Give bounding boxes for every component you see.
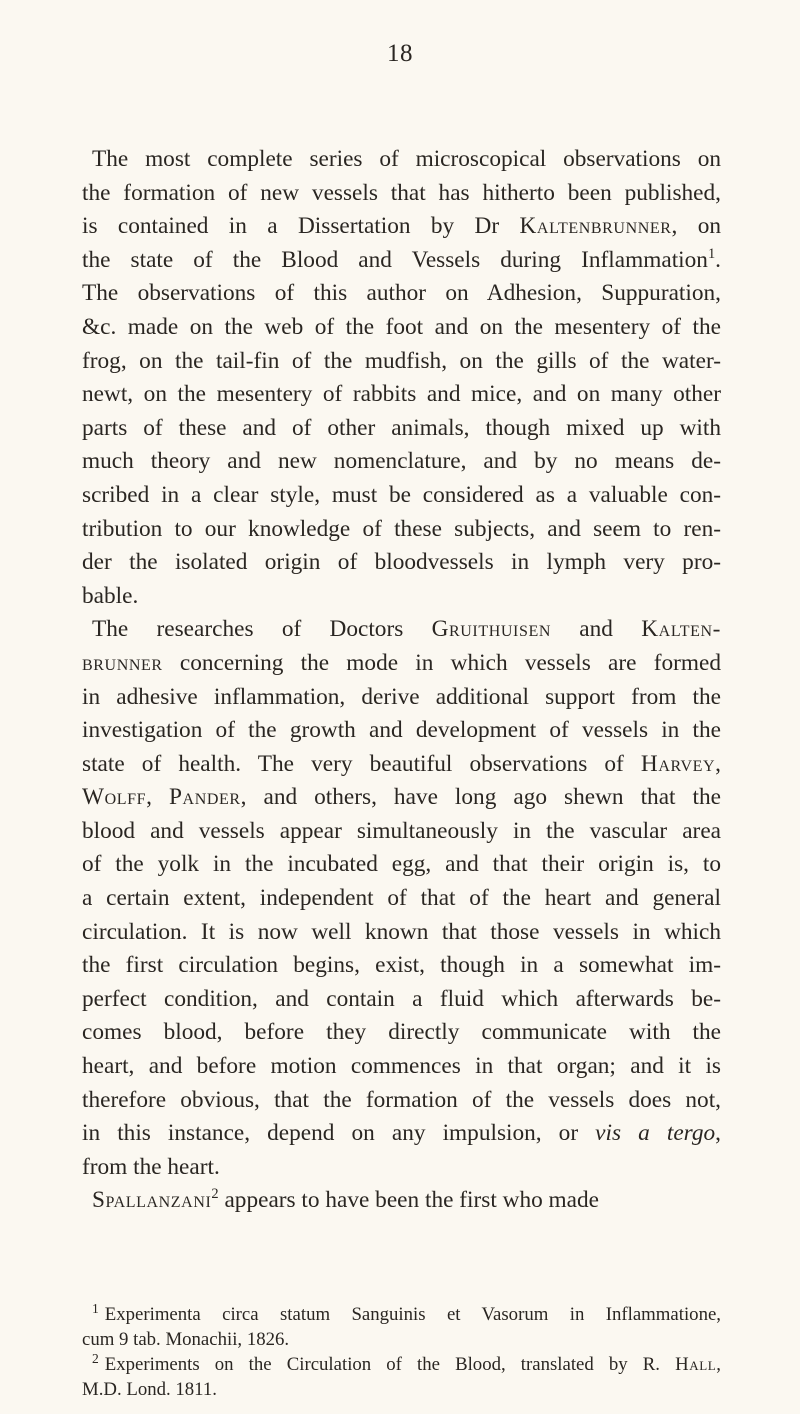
text-line	[82, 983, 721, 1017]
text-line	[82, 445, 721, 479]
text-run: is contained in a Dissertation by Dr	[82, 213, 520, 240]
text-line	[82, 815, 721, 849]
body-text	[82, 143, 721, 1218]
text-run: ,	[716, 1354, 721, 1375]
text-run: investigation of the growth and development of vessels in the	[82, 717, 721, 744]
text-line	[82, 748, 721, 782]
text-run: cum 9 tab. Monachii, 1826.	[82, 1329, 290, 1350]
text-run: ,	[715, 750, 721, 777]
text-line	[82, 277, 721, 311]
text-run: , on	[671, 213, 722, 240]
text-run: &c. made on the web of the foot and on the mesentery of the	[82, 313, 721, 340]
text-run: appears to have been the first who made	[218, 1187, 600, 1214]
name-small-caps: Kaltenbrunner	[519, 213, 672, 240]
text-line	[82, 311, 721, 345]
name-small-caps: Hall	[675, 1354, 717, 1375]
name-small-caps: brunner	[82, 649, 163, 676]
text-run: therefore obvious, that the formation of the vessels does not,	[82, 1086, 721, 1113]
text-run: M.D. Lond. 1811.	[82, 1379, 217, 1400]
text-run: Experimenta circa statum Sanguinis et Vasorum in Inflammatione,	[104, 1304, 721, 1325]
footnotes	[82, 1302, 721, 1402]
text-line	[82, 513, 721, 547]
text-run: heart, and before motion commences in that organ; and it is	[82, 1053, 721, 1080]
text-line	[82, 1084, 721, 1118]
text-run: much theory and new nomenclature, and by no means de-	[82, 448, 721, 475]
name-small-caps: Wolff	[82, 784, 147, 811]
text-run: the formation of new vessels that has hitherto been published,	[82, 179, 721, 206]
text-run: concerning the mode in which vessels are formed	[162, 649, 721, 676]
paragraph	[82, 613, 721, 1184]
text-line	[82, 882, 721, 916]
page-number: 18	[387, 40, 413, 67]
name-small-caps: Pander	[168, 784, 241, 811]
text-run: newt, on the mesentery of rabbits and mice, and on many other	[82, 381, 721, 408]
text-run: blood and vessels appear simultaneously in the vascular area	[82, 817, 721, 844]
text-run: in adhesive inflammation, derive additional support from the	[82, 683, 721, 710]
text-line	[82, 546, 721, 580]
text-line	[82, 949, 721, 983]
text-run: The observations of this author on Adhesion, Suppuration,	[82, 280, 721, 307]
text-run: der the isolated origin of bloodvessels in lymph very pro-	[82, 549, 721, 576]
text-line	[82, 479, 721, 513]
text-line	[82, 210, 721, 244]
text-run: , and others, have long ago shewn that the	[240, 784, 721, 811]
footnote-line	[82, 1302, 721, 1327]
text-line	[82, 681, 721, 715]
text-run: .	[715, 246, 721, 273]
text-run: comes blood, before they directly communicate with the	[82, 1019, 721, 1046]
footnote-ref: 1	[707, 246, 716, 263]
text-line	[82, 714, 721, 748]
text-line	[82, 647, 721, 681]
text-line	[82, 244, 721, 278]
text-run: ,	[715, 1120, 721, 1147]
text-line	[82, 1184, 721, 1218]
footnote-number: 2	[92, 1350, 99, 1366]
text-run: The researches of Doctors	[92, 616, 432, 643]
text-run: a certain extent, independent of that of the heart and general	[82, 885, 721, 912]
text-line	[82, 177, 721, 211]
text-line	[82, 1117, 721, 1151]
text-run: state of health. The very beautiful observations of	[82, 750, 641, 777]
text-line	[82, 1151, 721, 1185]
text-line	[82, 1050, 721, 1084]
text-line	[82, 613, 721, 647]
text-run: from the heart.	[82, 1153, 220, 1180]
italic-text: vis a tergo	[595, 1120, 716, 1147]
text-run: the state of the Blood and Vessels during Inflammation	[82, 246, 708, 273]
footnote-ref: 2	[211, 1186, 219, 1203]
footnote-line	[82, 1327, 721, 1352]
name-small-caps: Spallanzani	[92, 1187, 212, 1214]
text-run: tribution to our knowledge of these subjects, and seem to ren-	[82, 515, 721, 542]
footnote-line	[82, 1352, 721, 1377]
text-line	[82, 781, 721, 815]
paragraph	[82, 1184, 721, 1218]
text-line	[82, 916, 721, 950]
text-line	[82, 345, 721, 379]
text-line	[82, 1016, 721, 1050]
text-run: of the yolk in the incubated egg, and that their origin is, to	[82, 851, 721, 878]
text-run: bable.	[82, 582, 139, 609]
footnote-line	[82, 1377, 721, 1402]
footnote	[82, 1352, 721, 1402]
text-run: circulation. It is now well known that those vessels in which	[82, 918, 721, 945]
footnote	[82, 1302, 721, 1352]
text-line	[82, 378, 721, 412]
name-small-caps: Kalten-	[641, 616, 721, 643]
name-small-caps: Harvey	[640, 750, 716, 777]
text-run: in this instance, depend on any impulsion, or	[82, 1120, 596, 1147]
text-run: The most complete series of microscopical observations on	[92, 146, 721, 172]
text-line	[82, 848, 721, 882]
text-run: the first circulation begins, exist, though in a somewhat im-	[82, 952, 721, 979]
text-run: Experiments on the Circulation of the Blood, translated by R.	[104, 1354, 676, 1375]
text-line	[82, 143, 721, 177]
text-run: scribed in a clear style, must be considered as a valuable con-	[82, 481, 721, 508]
text-run: frog, on the tail-fin of the mudfish, on the gills of the water-	[82, 347, 721, 374]
text-run: perfect condition, and contain a fluid which afterwards be-	[82, 985, 721, 1012]
text-run: ,	[146, 784, 169, 811]
text-run: parts of these and of other animals, though mixed up with	[82, 414, 721, 441]
footnote-number: 1	[92, 1300, 99, 1316]
text-run: and	[551, 616, 642, 643]
text-line	[82, 412, 721, 446]
paragraph	[82, 143, 721, 613]
text-line	[82, 580, 721, 614]
name-small-caps: Gruithuisen	[431, 616, 551, 643]
